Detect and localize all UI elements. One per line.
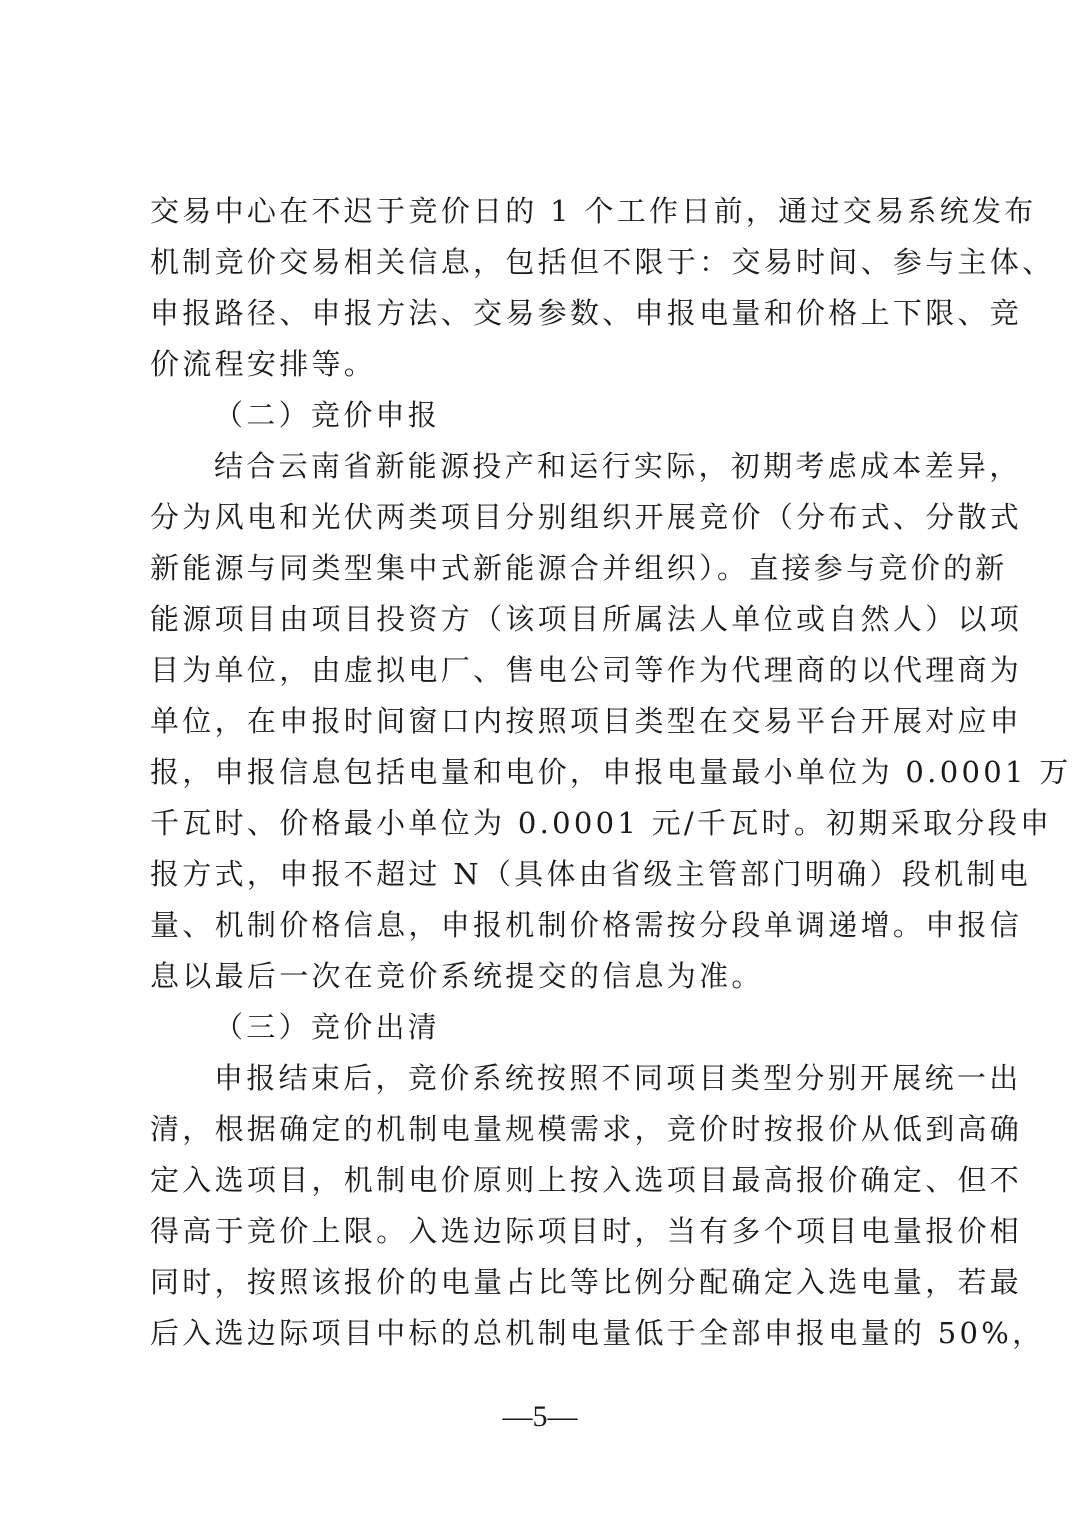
text-line: 机制竞价交易相关信息，包括但不限于：交易时间、参与主体、 [150,245,1055,279]
text-line: 价流程安排等。 [150,347,377,381]
document-page [150,186,1072,1359]
text-line: 目为单位，由虚拟电厂、售电公司等作为代理商的以代理商为 [150,653,1023,687]
section-bid-clearing [150,1002,1045,1359]
text-line: 同时，按照该报价的电量占比等比例分配确定入选电量，若最 [150,1265,1023,1299]
text-line: 定入选项目，机制电价原则上按入选项目最高报价确定、但不 [150,1163,1023,1197]
text-line: 报方式，申报不超过 N（具体由省级主管部门明确）段机制电 [150,857,1031,891]
page-number: —5— [502,1400,578,1433]
text-line: 交易中心在不迟于竞价日的 1 个工作日前，通过交易系统发布 [150,194,1037,228]
text-line: 报，申报信息包括电量和电价，申报电量最小单位为 0.0001 万 [150,755,1072,789]
text-line: 申报结束后，竞价系统按照不同项目类型分别开展统一出 [214,1061,1022,1095]
text-line: 申报路径、申报方法、交易参数、申报电量和价格上下限、竞 [150,296,1023,330]
text-line: 分为风电和光伏两类项目分别组织开展竞价（分布式、分散式 [150,500,1023,534]
section-heading: （三）竞价出清 [214,1010,441,1044]
text-line: 息以最后一次在竞价系统提交的信息为准。 [150,959,764,993]
section-heading: （二）竞价申报 [214,398,441,432]
section-bid-declaration [150,390,1072,1002]
text-line: 能源项目由项目投资方（该项目所属法人单位或自然人）以项 [150,602,1023,636]
text-line: 新能源与同类型集中式新能源合并组织）。直接参与竞价的新 [150,551,1008,585]
text-line: 得高于竞价上限。入选边际项目时，当有多个项目电量报价相 [150,1214,1023,1248]
text-line: 清，根据确定的机制电量规模需求，竞价时按报价从低到高确 [150,1112,1023,1146]
text-line: 结合云南省新能源投产和运行实际，初期考虑成本差异， [214,449,1022,483]
text-line: 量、机制价格信息，申报机制价格需按分段单调递增。申报信 [150,908,1023,942]
text-line: 单位，在申报时间窗口内按照项目类型在交易平台开展对应申 [150,704,1023,738]
text-line: 千瓦时、价格最小单位为 0.0001 元/千瓦时。初期采取分段申 [150,806,1053,840]
text-line: 后入选边际项目中标的总机制电量低于全部申报电量的 50%， [150,1316,1045,1350]
paragraph-release-info [150,186,1055,390]
